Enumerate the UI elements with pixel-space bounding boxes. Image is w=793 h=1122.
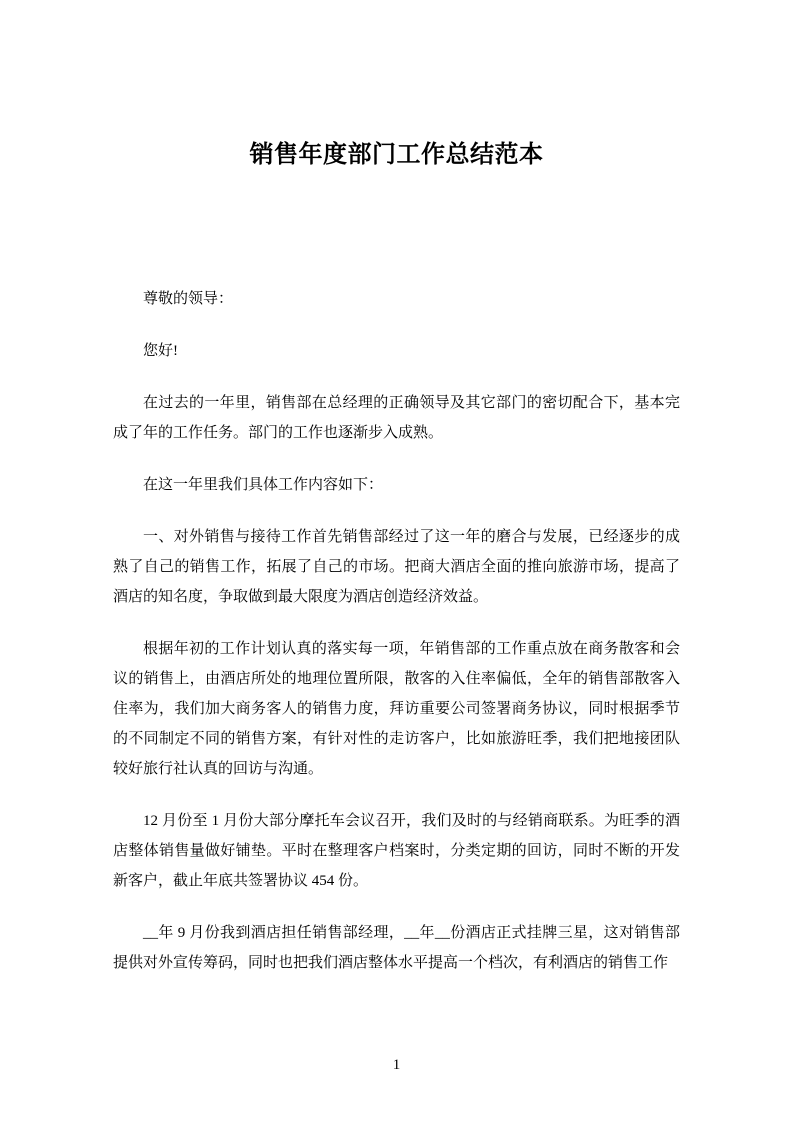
paragraph: 一、对外销售与接待工作首先销售部经过了这一年的磨合与发展，已经逐步的成熟了自己的销售工作，拓展了自己的市场。把商大酒店全面的推向旅游市场，提高了酒店的知名度，争取做到最大限度为酒店创造经济效益。: [113, 529, 680, 605]
paragraph: 根据年初的工作计划认真的落实每一项，年销售部的工作重点放在商务散客和会议的销售上，由酒店所处的地理位置所限，散客的入住率偏低，全年的销售部散客入住率为，我们加大商务客人的销售力度，拜访重要公司签署商务协议，同时根据季节的不同制定不同的销售方案，有针对性的走访客户，比如旅游旺季，我们把地接团队较好旅行社认真的回访与沟通。: [113, 641, 680, 777]
paragraph: 12 月份至 1 月份大部分摩托车会议召开，我们及时的与经销商联系。为旺季的酒店整体销售量做好铺垫。平时在整理客户档案时，分类定期的回访，同时不断的开发新客户，截止年底共签署协议 454 份。: [113, 813, 680, 889]
paragraph: 在这一年里我们具体工作内容如下：: [143, 477, 384, 493]
document-body: [113, 284, 680, 978]
paragraph: 在过去的一年里，销售部在总经理的正确领导及其它部门的密切配合下，基本完成了年的工作任务。部门的工作也逐渐步入成熟。: [113, 395, 680, 441]
page-number: 1: [392, 1057, 401, 1073]
paragraph: __年 9 月份我到酒店担任销售部经理，__年__份酒店正式挂牌三星，这对销售部提供对外宣传筹码，同时也把我们酒店整体水平提高一个档次，有利酒店的销售工作: [113, 925, 680, 971]
paragraph: 您好!: [143, 343, 178, 359]
paragraph: 尊敬的领导：: [143, 291, 234, 307]
document-title: 销售年度部门工作总结范本: [249, 142, 544, 168]
